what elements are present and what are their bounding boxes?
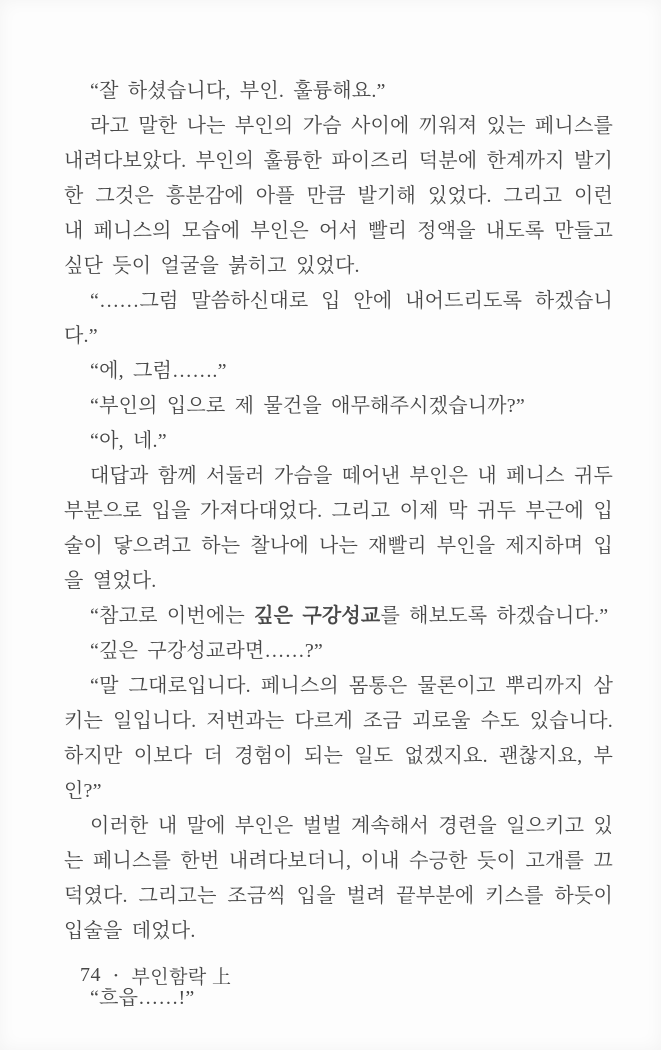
dialogue-text-segment: 를 해보도록 하겠습니다.”: [380, 605, 609, 627]
paragraph-dialogue: “……그럼 말씀하신대로 입 안에 내어드리도록 하겠습니다.”: [64, 290, 613, 347]
body-text: [64, 74, 613, 1016]
dialogue-text-segment: “참고로 이번에는: [90, 605, 255, 627]
paragraph-narration: 라고 말한 나는 부인의 가슴 사이에 끼워져 있는 페니스를 내려다보았다. 부인의 훌륭한 파이즈리 덕분에 한계까지 발기한 그것은 흥분감에 아플 만큼 발기해 있었다. 그리고 이런 내 페니스의 모습에 부인은 어서 빨리 정액을 내도록 만들고 싶단 듯이 얼굴을 붉히고 있었다.: [64, 115, 613, 277]
emphasized-phrase: 깊은 구강성교: [254, 605, 381, 627]
paragraph-dialogue: “흐읍……!”: [90, 987, 195, 1009]
paragraph-dialogue: “말 그대로입니다. 페니스의 몸통은 물론이고 뿌리까지 삼키는 일입니다. 저번과는 다르게 조금 괴로울 수도 있습니다. 하지만 이보다 더 경험이 되는 일도 없겠지요. 괜찮지요, 부인?”: [64, 675, 613, 802]
paragraph-dialogue: “잘 하셨습니다, 부인. 훌륭해요.”: [90, 80, 386, 102]
paragraph-narration: 대답과 함께 서둘러 가슴을 떼어낸 부인은 내 페니스 귀두 부분으로 입을 가져다대었다. 그리고 이제 막 귀두 부근에 입술이 닿으려고 하는 찰나에 나는 재빨리 부인을 제지하며 입을 열었다.: [64, 465, 613, 592]
paragraph-dialogue: “에, 그럼…….”: [90, 360, 227, 382]
paragraph-dialogue: “깊은 구강성교라면……?”: [90, 640, 323, 662]
page-footer: [80, 962, 232, 989]
paragraph-dialogue: “아, 네.”: [90, 430, 167, 452]
paragraph-dialogue-emphasis: [64, 599, 613, 634]
page-number: 74: [80, 964, 101, 986]
paragraph-narration: 이러한 내 말에 부인은 벌벌 계속해서 경련을 일으키고 있는 페니스를 한번 내려다보더니, 이내 수긍한 듯이 고개를 끄덕였다. 그리고는 조금씩 입을 벌려 끝부분에 키스를 하듯이 입술을 데었다.: [64, 815, 613, 942]
bullet-separator-icon: •: [114, 970, 119, 982]
book-title: 부인함락 上: [131, 967, 232, 988]
paragraph-dialogue: “부인의 입으로 제 물건을 애무해주시겠습니까?”: [90, 395, 525, 417]
